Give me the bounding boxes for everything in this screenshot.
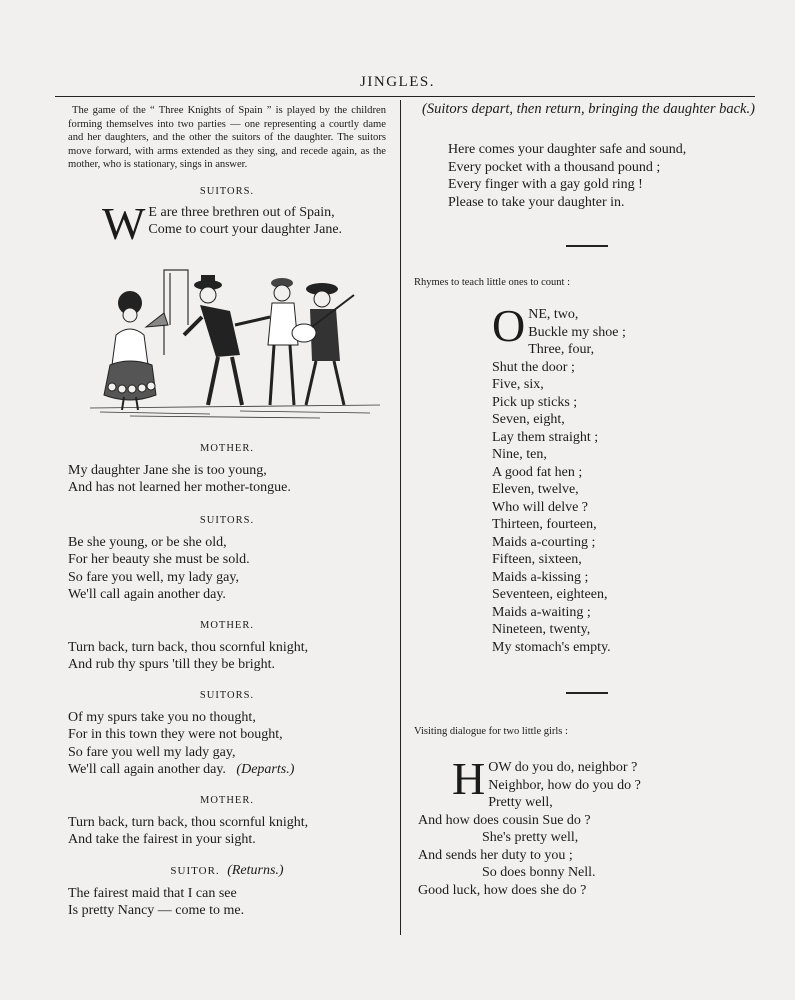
verse-line: OW do you do, neighbor ? bbox=[488, 760, 638, 775]
visiting-dialogue bbox=[414, 753, 759, 899]
verse-line: Eleven, twelve, bbox=[492, 482, 579, 497]
verse-line: So does bonny Nell. bbox=[482, 865, 596, 880]
verse-line: My daughter Jane she is too young, bbox=[68, 462, 267, 478]
stanza-mother-3 bbox=[68, 814, 386, 849]
verse-line: NE, two, bbox=[528, 307, 579, 322]
stanza-suitors-1 bbox=[68, 197, 386, 249]
return-verse bbox=[414, 141, 759, 211]
stanza-mother-1 bbox=[68, 462, 386, 497]
verse-line: She's pretty well, bbox=[482, 830, 579, 845]
verse-line: Turn back, turn back, thou scornful knight, bbox=[68, 639, 309, 655]
running-head: JINGLES. bbox=[360, 74, 435, 90]
drop-cap-h: H bbox=[452, 753, 486, 804]
speaker-suitors: SUITORS. bbox=[199, 689, 255, 701]
speaker-suitors: SUITORS. bbox=[199, 514, 255, 526]
drop-cap-o: O bbox=[492, 300, 526, 351]
verse-line: For her beauty she must be sold. bbox=[68, 552, 250, 567]
right-column bbox=[414, 100, 759, 899]
drop-cap-w: W bbox=[102, 197, 146, 249]
verse-line: For in this town they were not bought, bbox=[68, 727, 283, 742]
verse-line: Every pocket with a thousand pound ; bbox=[448, 159, 661, 175]
verse-text: We'll call again another day. bbox=[68, 762, 226, 777]
verse-line: Nine, ten, bbox=[492, 447, 547, 462]
stanza-mother-2 bbox=[68, 639, 386, 674]
verse-line: So fare you well, my lady gay, bbox=[68, 569, 239, 585]
verse-line: Fifteen, sixteen, bbox=[492, 552, 582, 567]
verse-line: Seven, eight, bbox=[492, 412, 565, 427]
stanza-suitors-3 bbox=[68, 709, 386, 779]
counting-rhyme bbox=[414, 300, 759, 656]
verse-line: The fairest maid that I can see bbox=[68, 885, 237, 901]
verse-line: Shut the door ; bbox=[492, 359, 575, 375]
stage-direction: (Returns.) bbox=[227, 862, 284, 878]
verse-line: Buckle my shoe ; bbox=[528, 324, 626, 340]
verse-line: Who will delve ? bbox=[492, 499, 589, 515]
verse-line: Lay them straight ; bbox=[492, 429, 599, 445]
verse-line: Thirteen, fourteen, bbox=[492, 517, 597, 532]
verse-line: Every finger with a gay gold ring ! bbox=[448, 177, 643, 192]
verse-line: Here comes your daughter safe and sound, bbox=[448, 142, 687, 157]
verse-line: Is pretty Nancy — come to me. bbox=[68, 903, 245, 918]
verse-line: E are three brethren out of Spain, bbox=[148, 204, 335, 220]
verse-line: Come to court your daughter Jane. bbox=[148, 222, 343, 237]
verse-line: Three, four, bbox=[528, 342, 595, 357]
speaker-mother: MOTHER. bbox=[200, 794, 254, 806]
guitar-suitor-figure bbox=[292, 283, 354, 405]
stanza-suitor-4 bbox=[68, 885, 386, 920]
counting-intro: Rhymes to teach little ones to count : bbox=[414, 277, 571, 288]
verse-line: Maids a-courting ; bbox=[492, 534, 596, 550]
verse-line: And has not learned her mother-tongue. bbox=[68, 480, 291, 495]
knight-figure bbox=[184, 275, 270, 405]
verse-line: Maids a-waiting ; bbox=[492, 604, 591, 620]
speaker-mother: MOTHER. bbox=[200, 619, 254, 631]
verse-line: Neighbor, how do you do ? bbox=[488, 777, 641, 793]
verse-line: Please to take your daughter in. bbox=[448, 194, 625, 210]
verse-line: Be she young, or be she old, bbox=[68, 534, 227, 550]
verse-line: Seventeen, eighteen, bbox=[492, 587, 608, 602]
verse-line: Of my spurs take you no thought, bbox=[68, 709, 256, 725]
verse-line: We'll call again another day. bbox=[68, 587, 226, 602]
speaker-suitors: SUITORS. bbox=[199, 185, 255, 197]
left-column bbox=[68, 100, 386, 920]
verse-line-with-direction bbox=[68, 761, 386, 779]
verse-line: Maids a-kissing ; bbox=[492, 569, 589, 585]
verse-line: Pick up sticks ; bbox=[492, 394, 578, 410]
stanza-suitors-2 bbox=[68, 534, 386, 604]
verse-line: And sends her duty to you ; bbox=[418, 847, 573, 863]
verse-line: A good fat hen ; bbox=[492, 464, 583, 480]
verse-line: Turn back, turn back, thou scornful knight, bbox=[68, 814, 309, 830]
game-intro: The game of the “ Three Knights of Spain ” is played by the children forming themselves into two parties — one representing a courtly dame and her daughters, and the other the suitors of the daughter. The suitors move forward, with arms extended as they sing, and recede again, as the mother, who is stationary, sings in answer. bbox=[68, 105, 386, 170]
verse-line: Good luck, how does she do ? bbox=[418, 882, 587, 898]
verse-line: My stomach's empty. bbox=[492, 639, 611, 655]
suitors-illustration bbox=[90, 265, 390, 425]
speaker-suitor: SUITOR. bbox=[170, 864, 220, 877]
column-divider bbox=[400, 100, 401, 935]
stage-direction: (Departs.) bbox=[236, 762, 295, 777]
mother-figure bbox=[104, 291, 168, 410]
suitor-figure bbox=[268, 278, 298, 405]
dialogue-intro: Visiting dialogue for two little girls : bbox=[414, 726, 568, 737]
verse-line: And take the fairest in your sight. bbox=[68, 832, 256, 847]
verse-line: Nineteen, twenty, bbox=[492, 622, 591, 637]
verse-line: Pretty well, bbox=[488, 795, 553, 810]
verse-line: Five, six, bbox=[492, 377, 544, 392]
verse-line: And rub thy spurs 'till they be bright. bbox=[68, 657, 276, 672]
verse-line: So fare you well my lady gay, bbox=[68, 744, 236, 760]
verse-line: And how does cousin Sue do ? bbox=[418, 812, 591, 828]
speaker-mother: MOTHER. bbox=[200, 442, 254, 454]
stage-direction-return: (Suitors depart, then return, bringing the daughter back.) bbox=[422, 101, 755, 117]
speaker-suitor-line bbox=[68, 863, 386, 879]
header-rule bbox=[55, 96, 755, 97]
